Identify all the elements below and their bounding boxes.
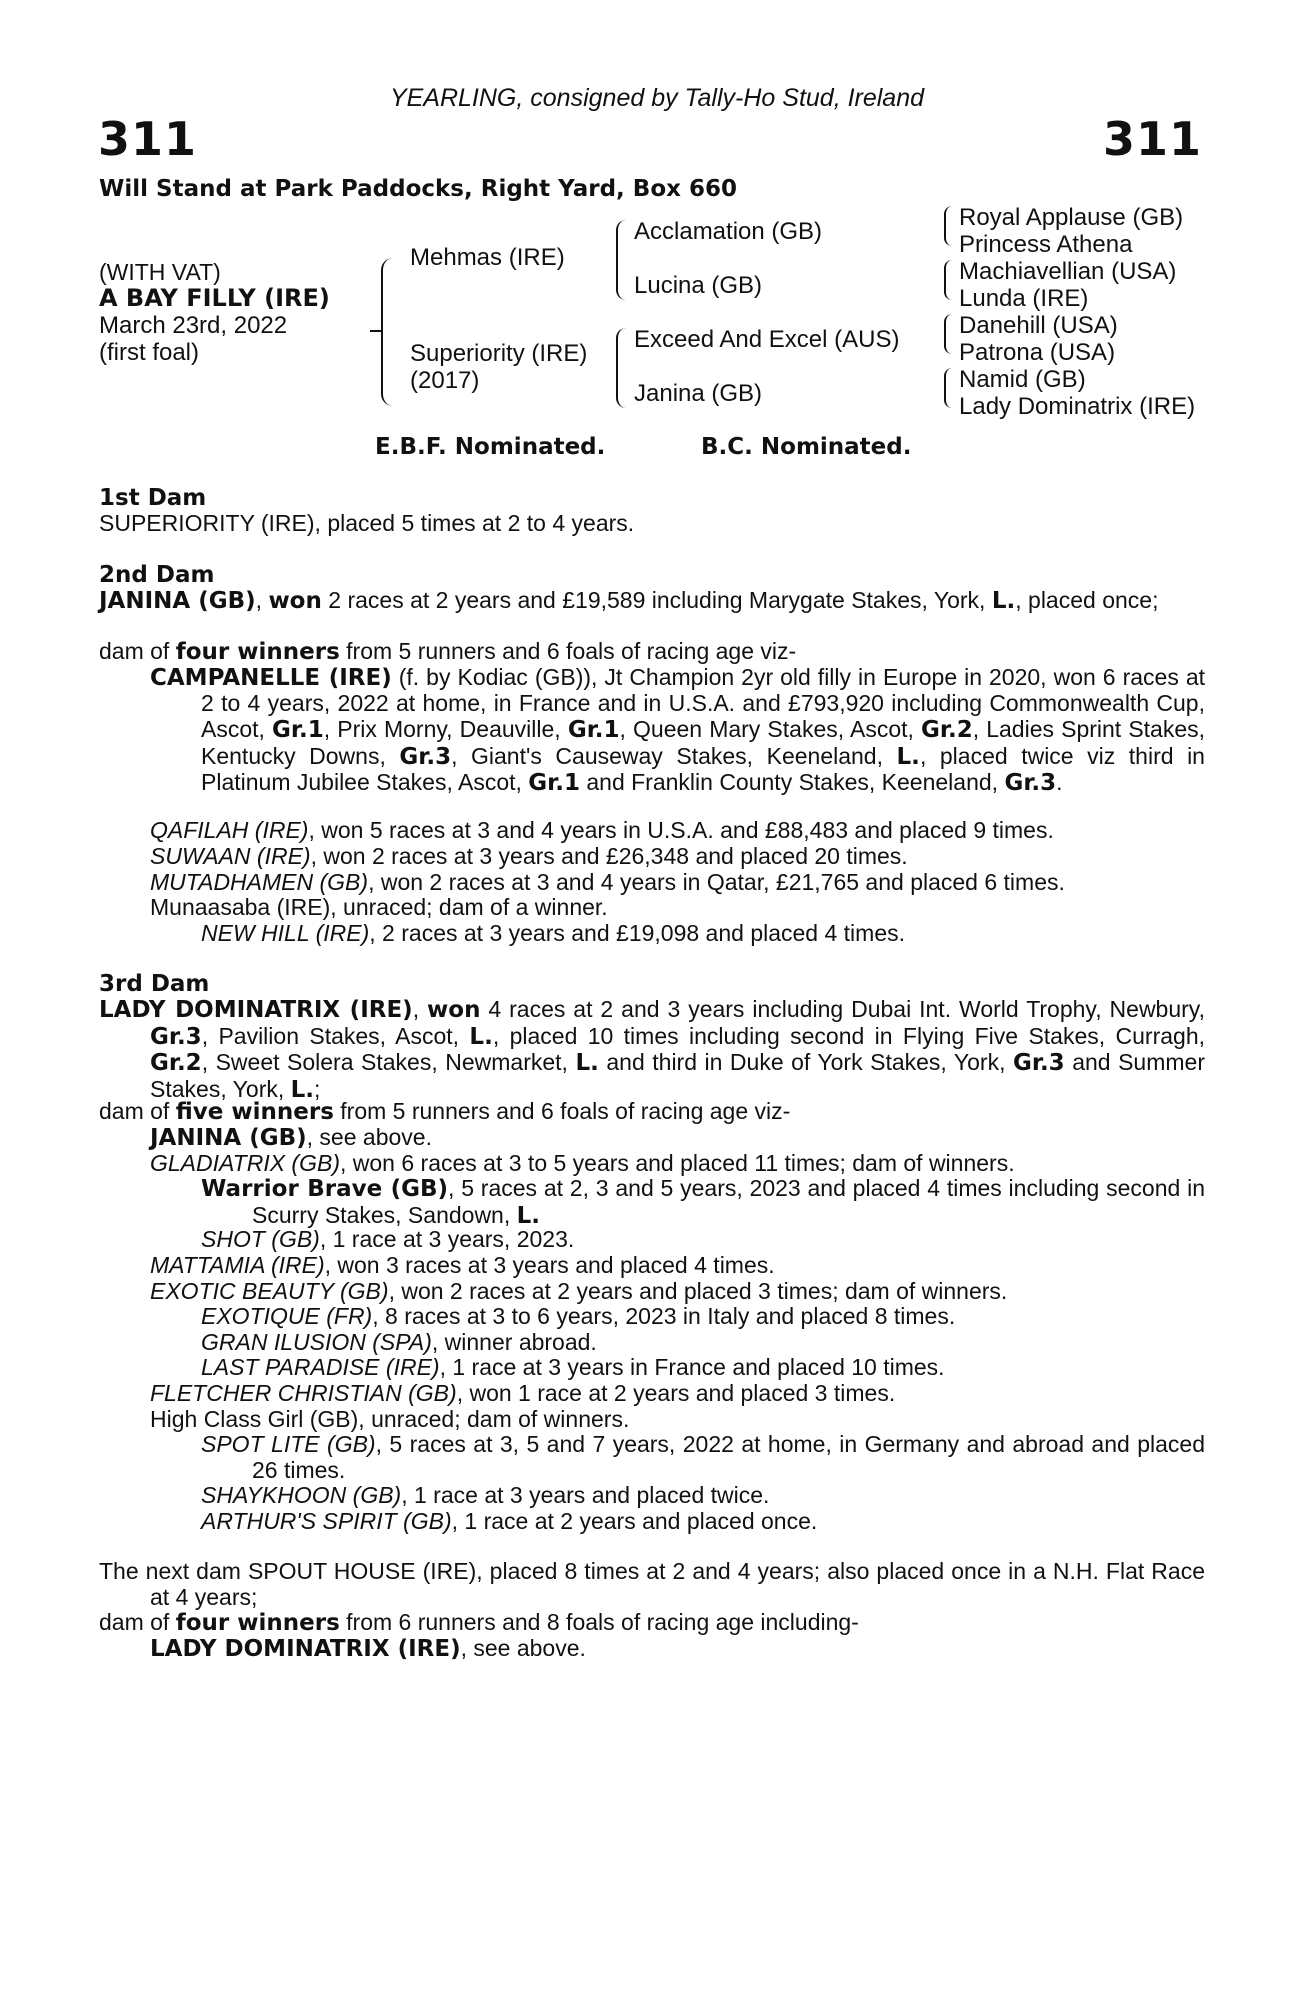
text-run: NEW HILL (IRE) [201,919,370,946]
text-run: , 1 race at 3 years in France and placed 10 times. [439,1354,945,1381]
lot-number-right: 311 [1102,112,1202,166]
text-run: . [1056,769,1063,796]
text-run: Gr.3 [1013,1050,1065,1077]
text-run: Gr.1 [528,770,580,797]
text-run: dam of [99,1098,176,1125]
ds-sire: Danehill (USA) [959,312,1118,339]
text-run: GRAN ILUSION (SPA) [201,1328,432,1355]
text-run: Gr.2 [921,716,973,743]
text-run: , Pavilion Stakes, Ascot, [201,1022,470,1049]
text-run: LADY DOMINATRIX (IRE) [150,1635,461,1662]
third-dam-paragraph [150,1253,1205,1279]
text-run: SHAYKHOON (GB) [201,1482,402,1509]
text-run: , Queen Mary Stakes, Ascot, [619,715,922,742]
text-run: Gr.2 [150,1050,202,1077]
pedigree-brace-sire [616,220,628,300]
sd-sire: Machiavellian (USA) [959,258,1177,285]
second-dam-paragraph [99,639,1205,666]
text-run: , 1 race at 2 years and placed once. [451,1508,818,1534]
third-dam-paragraph [201,1509,1205,1535]
text-run: , [255,587,269,613]
pedigree-brace-main-tip [370,330,382,332]
text-run: L. [896,743,920,770]
text-run: 4 races at 2 and 3 years including Dubai Int. World Trophy, Newbury, [480,996,1205,1022]
text-run: SHOT (GB) [201,1226,320,1253]
third-dam-paragraph [99,997,1205,1103]
second-dam-paragraph [150,870,1205,896]
second-dam-paragraph [201,921,1205,947]
text-run: The next dam SPOUT HOUSE (IRE), placed 8 times at 2 and 4 years; also placed once in a N.H. Flat Race at 4 years; [99,1558,1205,1610]
second-dam-paragraph [150,665,1205,797]
text-run: (f. by Kodiac (GB)), Jt Champion 2yr old filly in Europe in 2020, won 6 races at 2 to 4 years, 2022 at home, in France and in U.S.A. and £793,920 including Commonwealth Cup, Ascot, [201,663,1206,742]
horse-dob: March 23rd, 2022 [99,312,288,339]
text-run: , Sweet Solera Stakes, Newmarket, [201,1049,576,1076]
text-run: , 5 races at 2, 3 and 5 years, 2023 and placed 4 times including second in Scurry Stakes, Sandown, [252,1175,1205,1228]
text-run: SPOT LITE (GB) [201,1431,376,1458]
text-run: , Prix Morny, Deauville, [323,715,568,742]
third-dam-paragraph [201,1330,1205,1356]
text-run: , winner abroad. [431,1328,597,1355]
text-run: QAFILAH (IRE) [150,817,309,844]
pedigree-brace-dam [616,328,628,408]
text-run: and Franklin County Stakes, Keeneland, [579,769,1005,796]
ss-dam: Princess Athena [959,231,1133,258]
text-run: and third in Duke of York Stakes, York, [598,1049,1013,1076]
third-dam-paragraph [99,1099,1205,1126]
vat-label: (WITH VAT) [99,259,221,285]
text-run: Warrior Brave (GB) [201,1176,449,1203]
horse-note: (first foal) [99,339,200,366]
dd-sire: Namid (GB) [959,366,1086,393]
text-run: GLADIATRIX (GB) [150,1149,340,1176]
text-run: Gr.1 [272,716,324,743]
text-run: five winners [175,1099,334,1126]
text-run: four winners [175,1610,340,1637]
text-run: L. [991,588,1016,614]
text-run: , 1 race at 3 years, 2023. [319,1226,575,1253]
text-run: , won 5 races at 3 and 4 years in U.S.A. and £88,483 and placed 9 times. [308,817,1054,844]
sire-sire: Acclamation (GB) [634,218,823,245]
third-dam-paragraph [201,1176,1205,1229]
text-run: MUTADHAMEN (GB) [150,868,369,895]
text-run: , won 1 race at 2 years and placed 3 times. [456,1380,896,1406]
second-dam-paragraph [150,818,1205,844]
text-run: ARTHUR'S SPIRIT (GB) [201,1508,452,1534]
third-dam-paragraph [201,1355,1205,1381]
dam: Superiority (IRE) [410,340,588,367]
dd-dam: Lady Dominatrix (IRE) [959,393,1196,420]
third-dam-paragraph [201,1483,1205,1509]
pedigree-brace-ss [944,206,954,246]
dam-sire: Exceed And Excel (AUS) [634,326,900,353]
text-run: L. [469,1023,493,1050]
text-run: Munaasaba (IRE), unraced; dam of a winner. [150,894,608,921]
text-run: LADY DOMINATRIX (IRE) [99,997,413,1023]
text-run: , won 2 races at 3 and 4 years in Qatar, £21,765 and placed 6 times. [368,868,1065,895]
third-dam-paragraph [150,1407,1205,1433]
dam-year: (2017) [410,367,480,394]
text-run: , 5 races at 3, 5 and 7 years, 2022 at home, in Germany and abroad and placed 26 times. [252,1431,1205,1483]
text-run: Gr.3 [399,743,452,770]
text-run: High Class Girl (GB), unraced; dam of winners. [150,1405,630,1432]
text-run: , won 3 races at 3 years and placed 4 times. [324,1252,775,1278]
text-run: JANINA (GB) [99,588,256,614]
text-run: from 5 runners and 6 foals of racing age viz- [339,638,797,665]
text-run: , placed twice viz third in Platinum Jubilee Stakes, Ascot, [201,742,1205,796]
sire-dam: Lucina (GB) [634,272,763,299]
pedigree-brace-dd [944,368,954,408]
second-dam-heading: 2nd Dam [99,562,215,588]
text-run: , [412,996,428,1022]
next-dam-paragraph [150,1636,1205,1663]
text-run: L. [290,1076,315,1103]
third-dam-paragraph [201,1304,1205,1330]
text-run: four winners [175,639,340,666]
stable-location: Will Stand at Park Paddocks, Right Yard, Box 660 [99,176,737,202]
text-run: L. [575,1050,599,1077]
text-run: , 1 race at 3 years and placed twice. [401,1482,770,1509]
sd-dam: Lunda (IRE) [959,285,1089,312]
second-dam-paragraph [150,895,1205,921]
third-dam-heading: 3rd Dam [99,971,210,997]
text-run: , see above. [460,1634,586,1661]
text-run: won [427,997,481,1023]
second-dam-paragraph [150,844,1205,870]
bc-nominated: B.C. Nominated. [701,434,912,460]
text-run: from 6 runners and 8 foals of racing age including- [339,1609,859,1636]
first-dam-text: SUPERIORITY (IRE), placed 5 times at 2 to 4 years. [99,510,635,536]
text-run: FLETCHER CHRISTIAN (GB) [150,1380,457,1406]
third-dam-paragraph [150,1151,1205,1177]
text-run: dam of [99,638,176,665]
text-run: , placed once; [1015,587,1159,613]
next-dam-paragraph [99,1559,1205,1610]
text-run: Gr.3 [150,1023,202,1050]
text-run: SUWAAN (IRE) [150,843,311,869]
text-run: JANINA (GB) [150,1125,307,1151]
ebf-nominated: E.B.F. Nominated. [375,434,606,460]
third-dam-paragraph [201,1432,1205,1483]
text-run: L. [516,1202,541,1229]
third-dam-paragraph [201,1227,1205,1253]
text-run: , Ladies Sprint Stakes, Kentucky Downs, [201,715,1206,769]
text-run: , won 2 races at 2 years and placed 3 times; dam of winners. [388,1277,1008,1304]
text-run: , see above. [306,1124,432,1150]
consignor-line: YEARLING, consigned by Tally-Ho Stud, Ireland [389,84,925,112]
ds-dam: Patrona (USA) [959,339,1116,366]
text-run: , Giant's Causeway Stakes, Keeneland, [451,742,897,769]
text-run: Gr.1 [567,716,620,743]
text-run: ; [314,1075,321,1102]
text-run: LAST PARADISE (IRE) [201,1354,440,1381]
second-dam-paragraph [99,588,1205,615]
pedigree-brace-main [381,258,397,406]
text-run: 2 races at 2 years and £19,589 including Marygate Stakes, York, [321,587,992,613]
pedigree-brace-sd [944,260,954,300]
text-run: EXOTIQUE (FR) [201,1303,373,1330]
ss-sire: Royal Applause (GB) [959,204,1184,231]
lot-number-left: 311 [98,112,198,166]
text-run: , 2 races at 3 years and £19,098 and placed 4 times. [369,919,906,946]
text-run: MATTAMIA (IRE) [150,1252,325,1278]
pedigree-brace-ds [944,314,954,354]
text-run: dam of [99,1609,176,1636]
text-run: , won 6 races at 3 to 5 years and placed 11 times; dam of winners. [340,1149,1015,1176]
third-dam-paragraph [150,1381,1205,1407]
next-dam-paragraph [99,1610,1205,1637]
text-run: , placed 10 times including second in Flying Five Stakes, Curragh, [492,1022,1205,1049]
text-run: , won 2 races at 3 years and £26,348 and placed 20 times. [310,843,908,869]
text-run: EXOTIC BEAUTY (GB) [150,1277,389,1304]
dam-dam: Janina (GB) [634,380,763,407]
text-run: CAMPANELLE (IRE) [150,664,392,691]
text-run: and Summer Stakes, York, [150,1049,1205,1102]
third-dam-paragraph [150,1125,1205,1152]
text-run: , 8 races at 3 to 6 years, 2023 in Italy and placed 8 times. [372,1303,956,1330]
sire: Mehmas (IRE) [410,244,565,271]
horse-name: A BAY FILLY (IRE) [99,284,330,312]
third-dam-paragraph [150,1279,1205,1305]
text-run: Gr.3 [1004,770,1057,797]
text-run: from 5 runners and 6 foals of racing age viz- [333,1098,791,1125]
first-dam-heading: 1st Dam [99,485,207,511]
text-run: won [268,588,322,614]
